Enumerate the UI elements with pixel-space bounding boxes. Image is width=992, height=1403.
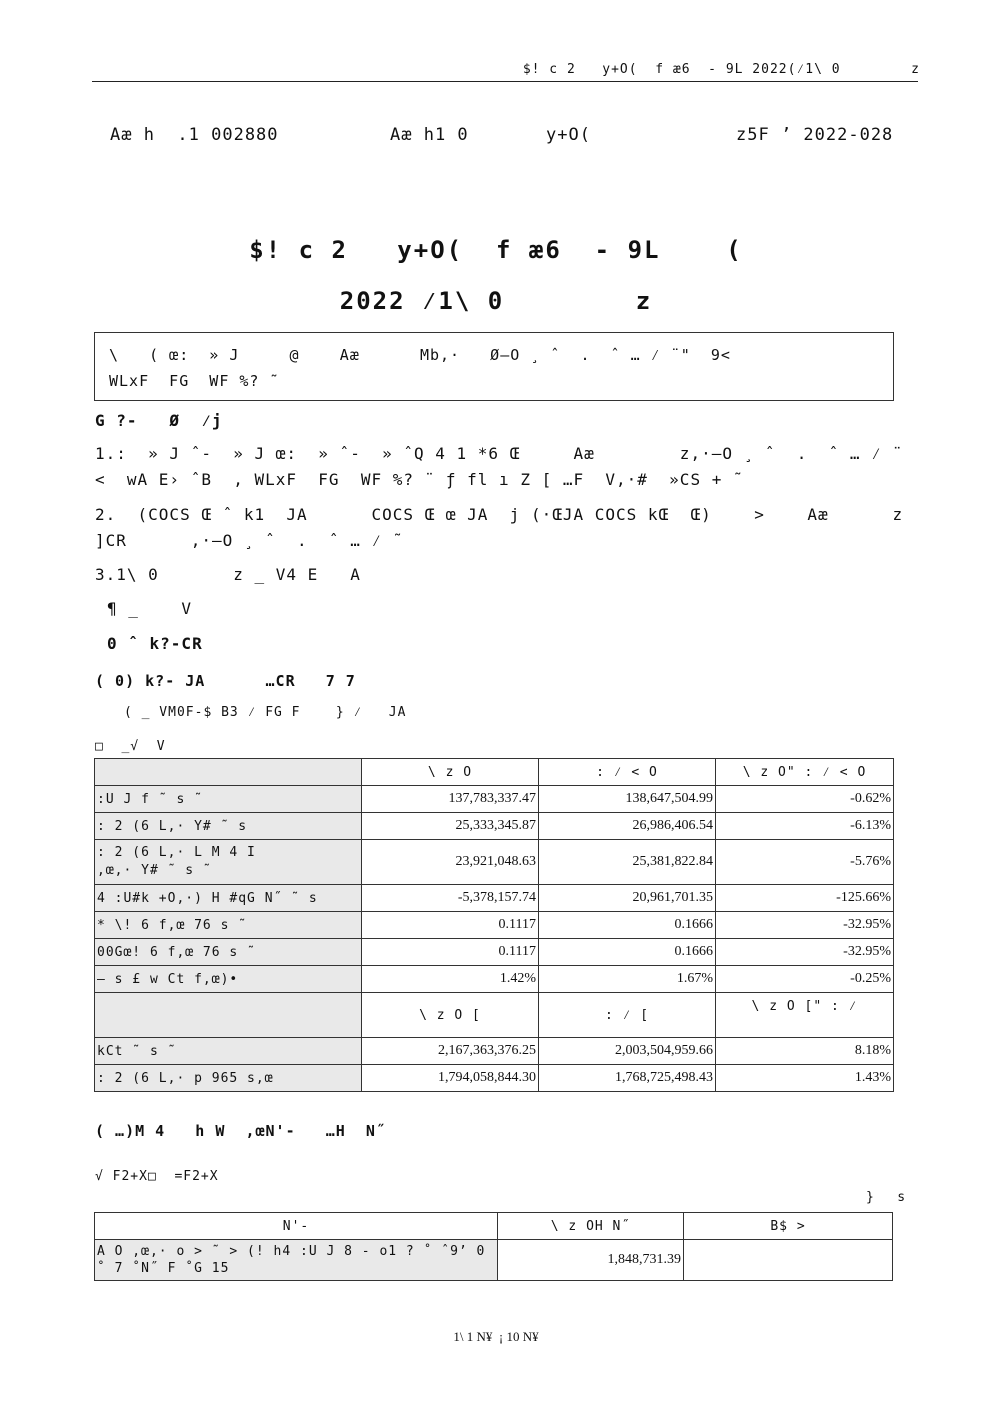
prior-value: 1,768,725,498.43 (539, 1065, 716, 1092)
table-row (95, 786, 894, 813)
header-cell: N'- (95, 1213, 498, 1240)
subsection-financial-data: ( 0) k?- JA …CR 7 7 (95, 672, 356, 690)
change-value: -0.62% (716, 786, 894, 813)
paragraph-1-line2: < wA E› ˆB , WLxF FG WF %? ¨ ƒ fl ı Z [ …F V,·# »CS + ˜ (95, 470, 744, 489)
row-label: 4 :U#k +O,·) H #qG N˝ ˜ s (95, 885, 362, 912)
change-value: -125.66% (716, 885, 894, 912)
note-value (684, 1240, 893, 1281)
table-row (95, 939, 894, 966)
change-value: -5.76% (716, 840, 894, 885)
header-cell: \ z O [ (362, 993, 539, 1038)
announcement-number: z5F ’ 2022-028 (736, 125, 894, 145)
current-value: -5,378,157.74 (362, 885, 539, 912)
prior-value: 2,003,504,959.66 (539, 1038, 716, 1065)
prior-value: 26,986,406.54 (539, 813, 716, 840)
adjustment-note: ( _ VM0F-$ B3 ⁄ FG F } ⁄ JA (124, 705, 407, 720)
adjustment-checkbox-line: □ _√ V (95, 739, 166, 754)
change-value: 8.18% (716, 1038, 894, 1065)
document-title-line2: 2022 ⁄1\ 0 z (339, 287, 653, 315)
current-value: 137,783,337.47 (362, 786, 539, 813)
current-value: 0.1117 (362, 912, 539, 939)
unit-label: } s (866, 1190, 906, 1205)
table-row (95, 840, 894, 885)
stock-code: Aæ h .1 002880 (110, 125, 279, 145)
table-header-row (95, 759, 894, 786)
change-value: -32.95% (716, 939, 894, 966)
row-label: kCt ˜ s ˜ (95, 1038, 362, 1065)
board-statement-line2: WLxF FG WF %? ˜ (109, 372, 280, 390)
row-label-continued: ,œ,· Y# ˜ s ˜ (97, 863, 212, 878)
current-value: 25,333,345.87 (362, 813, 539, 840)
header-cell: B$ > (684, 1213, 893, 1240)
current-value: 2,167,363,376.25 (362, 1038, 539, 1065)
prior-value: 138,647,504.99 (539, 786, 716, 813)
table-row (95, 1038, 894, 1065)
header-cell (95, 759, 362, 786)
paragraph-2-line1: 2. (COCS Œ ˆ k1 JA COCS Œ œ JA j (·ŒJA COCS kŒ Œ) > Aæ z (95, 505, 904, 524)
row-label: A O ,œ,· o > ˜ > (! h4 :U J 8 - o1 ? ˚ ˆ9’ 0 ˚ 7 ˚N˝ F ˚G 15 (95, 1240, 498, 1281)
table-row (95, 885, 894, 912)
section-one-heading: ¶ _ V (107, 599, 193, 618)
prior-value: 20,961,701.35 (539, 885, 716, 912)
table-row (95, 966, 894, 993)
change-value: -0.25% (716, 966, 894, 993)
change-value: 1.43% (716, 1065, 894, 1092)
table-row (95, 1065, 894, 1092)
row-label: 00Gœ! 6 f,œ 76 s ˜ (95, 939, 362, 966)
table-subheader-row (95, 993, 894, 1038)
header-cell: : ⁄ < O (539, 759, 716, 786)
header-cell: \ z O [" : ⁄ (716, 993, 894, 1038)
stock-name: Aæ h1 0 (390, 125, 469, 145)
header-cell: \ z O" : ⁄ < O (716, 759, 894, 786)
table-row (95, 813, 894, 840)
row-label: * \! 6 f,œ 76 s ˜ (95, 912, 362, 939)
board-statement-box (94, 332, 894, 401)
table-header-row (95, 1213, 893, 1240)
row-label: : 2 (6 L,· Y# ˜ s (95, 813, 362, 840)
page-number-footer: 1\ 1 N¥ ¡ 10 N¥ (453, 1329, 539, 1344)
subsection-nonrecurring: ( …)M 4 h W ,œN'- …H N˝ (95, 1122, 386, 1140)
table-row (95, 912, 894, 939)
paragraph-3: 3.1\ 0 z _ V4 E A (95, 565, 361, 584)
header-cell: \ z OH N˝ (498, 1213, 684, 1240)
main-data-heading: 0 ˆ k?-CR (107, 634, 203, 653)
current-value: 1,794,058,844.30 (362, 1065, 539, 1092)
prior-value: 0.1666 (539, 912, 716, 939)
prior-value: 25,381,822.84 (539, 840, 716, 885)
row-label: : 2 (6 L,· L M 4 I (97, 845, 256, 860)
current-value: 0.1117 (362, 939, 539, 966)
prior-value: 0.1666 (539, 939, 716, 966)
header-cell: \ z O (362, 759, 539, 786)
important-section-heading: G ?- Ø ⁄j (95, 411, 223, 430)
running-header: $! c 2 y+O( f æ6 - 9L 2022(⁄1\ 0 z (522, 62, 920, 77)
current-value: 23,921,048.63 (362, 840, 539, 885)
header-divider (92, 81, 918, 82)
current-value: 1.42% (362, 966, 539, 993)
row-label-cell (95, 840, 362, 885)
table-row (95, 1240, 893, 1281)
header-cell: : ⁄ [ (539, 993, 716, 1038)
paragraph-2-line2: ]CR ,·—O ¸ ˆ . ˆ … ⁄ ˜ (95, 531, 404, 550)
board-statement-line1: \ ( œ: » J @ Aæ Mb,· Ø—O ¸ ˆ . ˆ … ⁄ ¨" 9< (109, 346, 731, 364)
row-label: — s £ w Ct f,œ)• (95, 966, 362, 993)
amount-value: 1,848,731.39 (498, 1240, 684, 1281)
nonrecurring-items-table (94, 1212, 893, 1281)
document-title-line1: $! c 2 y+O( f æ6 - 9L ( (249, 236, 743, 264)
header-cell (95, 993, 362, 1038)
paragraph-1-line1: 1.: » J ˆ- » J œ: » ˆ- » ˆQ 4 1 *6 Œ Aæ z,·—O ¸ ˆ . ˆ … ⁄ ¨ (95, 444, 904, 463)
row-label: : 2 (6 L,· p 965 s,œ (95, 1065, 362, 1092)
nonrecurring-applicability-note: √ F2+X□ =F2+X (95, 1169, 219, 1184)
prior-value: 1.67% (539, 966, 716, 993)
change-value: -6.13% (716, 813, 894, 840)
financial-data-table (94, 758, 894, 1092)
change-value: -32.95% (716, 912, 894, 939)
company-short-name: y+O( (546, 125, 591, 145)
row-label: :U J f ˜ s ˜ (95, 786, 362, 813)
